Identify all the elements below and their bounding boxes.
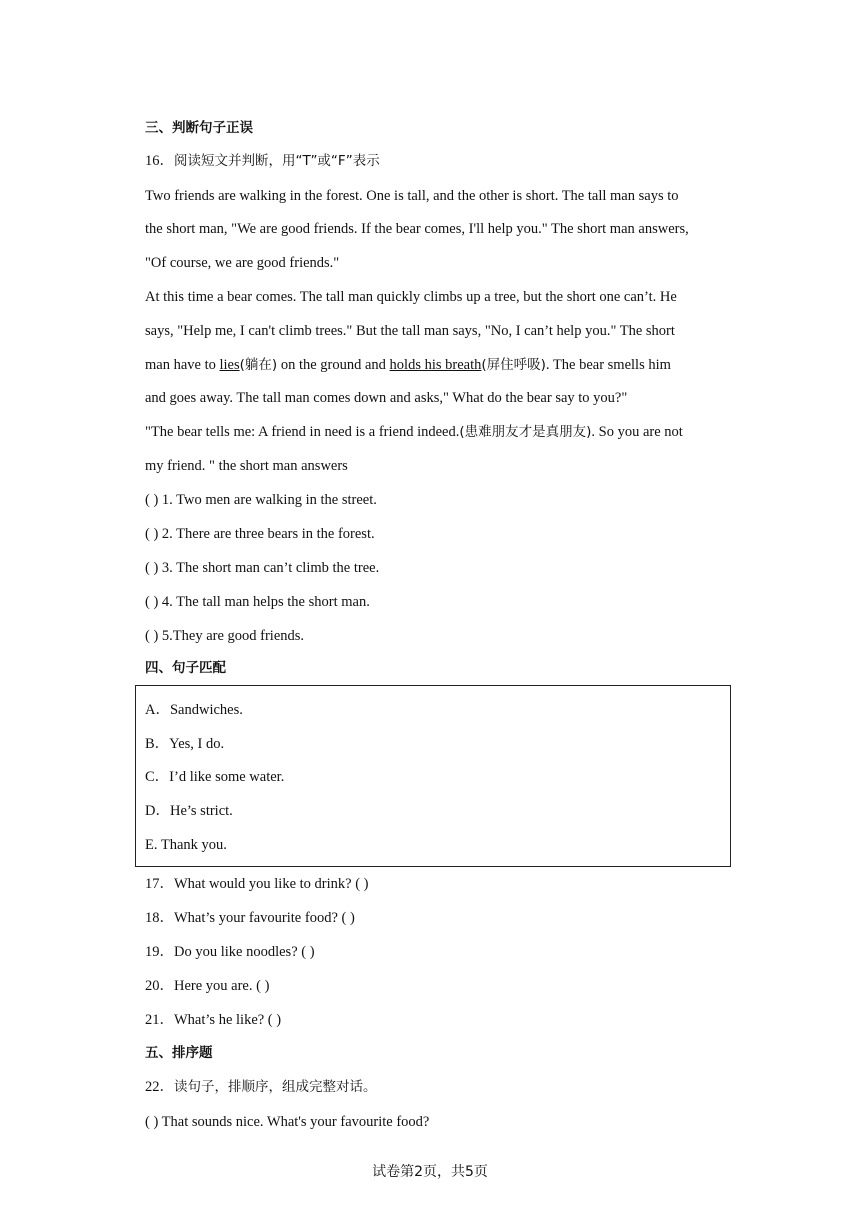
option-c: C．I’d like some water. (145, 769, 285, 785)
gloss-friend-in-need: (患难朋友才是真朋友) (459, 424, 592, 440)
passage-text: "The bear tells me: A friend in need is a friend indeed. (145, 424, 460, 440)
statement-3: ( ) 3. The short man can’t climb the tree. (145, 560, 380, 576)
question-21: 21．What’s he like? ( ) (145, 1012, 282, 1028)
question-17: 17．What would you like to drink? ( ) (145, 876, 369, 892)
passage-line-1: Two friends are walking in the forest. One is tall, and the other is short. The tall man says to (145, 188, 679, 204)
gloss-holds-his-breath: (屏住呼吸) (481, 357, 546, 373)
passage-line-2: the short man, "We are good friends. If the bear comes, I'll help you." The short man answers, (145, 221, 689, 237)
instruction-text: 读句子，排顺序，组成完整对话。 (174, 1079, 377, 1095)
option-b: B．Yes, I do. (145, 736, 225, 752)
question-20: 20．Here you are. ( ) (145, 978, 270, 994)
passage-line-8 (145, 422, 683, 442)
passage-text: on the ground and (277, 357, 390, 373)
option-a: A．Sandwiches. (145, 702, 243, 718)
passage-text: man have to (145, 357, 220, 373)
question-16-instruction (145, 151, 380, 171)
option-e: E. Thank you. (145, 837, 227, 853)
question-number: 16． (145, 153, 174, 169)
question-22-instruction (145, 1077, 377, 1097)
passage-text: . The bear smells him (545, 357, 671, 373)
ordering-item-1: ( ) That sounds nice. What's your favourite food? (145, 1114, 430, 1130)
passage-line-7: and goes away. The tall man comes down and asks," What do the bear say to you?" (145, 390, 628, 406)
instruction-text: 阅读短文并判断，用“T”或“F”表示 (174, 153, 380, 169)
passage-line-5: says, "Help me, I can't climb trees." But the tall man says, "No, I can’t help you." The short (145, 323, 675, 339)
page-footer: 试卷第2页，共5页 (372, 1164, 488, 1180)
option-d: D．He’s strict. (145, 803, 233, 819)
section-3-heading: 三、判断句子正误 (145, 120, 253, 136)
section-5-heading: 五、排序题 (145, 1045, 213, 1061)
gloss-lies: (躺在) (239, 357, 278, 373)
passage-text: . So you are not (591, 424, 683, 440)
question-18: 18．What’s your favourite food? ( ) (145, 910, 355, 926)
statement-1: ( ) 1. Two men are walking in the street. (145, 492, 377, 508)
statement-4: ( ) 4. The tall man helps the short man. (145, 594, 370, 610)
passage-line-6 (145, 355, 671, 375)
passage-line-3: "Of course, we are good friends." (145, 255, 340, 271)
underlined-phrase-holds-his-breath: holds his breath (389, 357, 482, 373)
question-19: 19．Do you like noodles? ( ) (145, 944, 315, 960)
options-box (135, 685, 731, 867)
section-4-heading: 四、句子匹配 (145, 660, 226, 676)
passage-line-4: At this time a bear comes. The tall man quickly climbs up a tree, but the short one can’t. He (145, 289, 677, 305)
underlined-word-lies: lies (219, 357, 240, 373)
statement-5: ( ) 5.They are good friends. (145, 628, 305, 644)
statement-2: ( ) 2. There are three bears in the forest. (145, 526, 375, 542)
question-number: 22． (145, 1079, 174, 1095)
passage-line-9: my friend. " the short man answers (145, 458, 348, 474)
